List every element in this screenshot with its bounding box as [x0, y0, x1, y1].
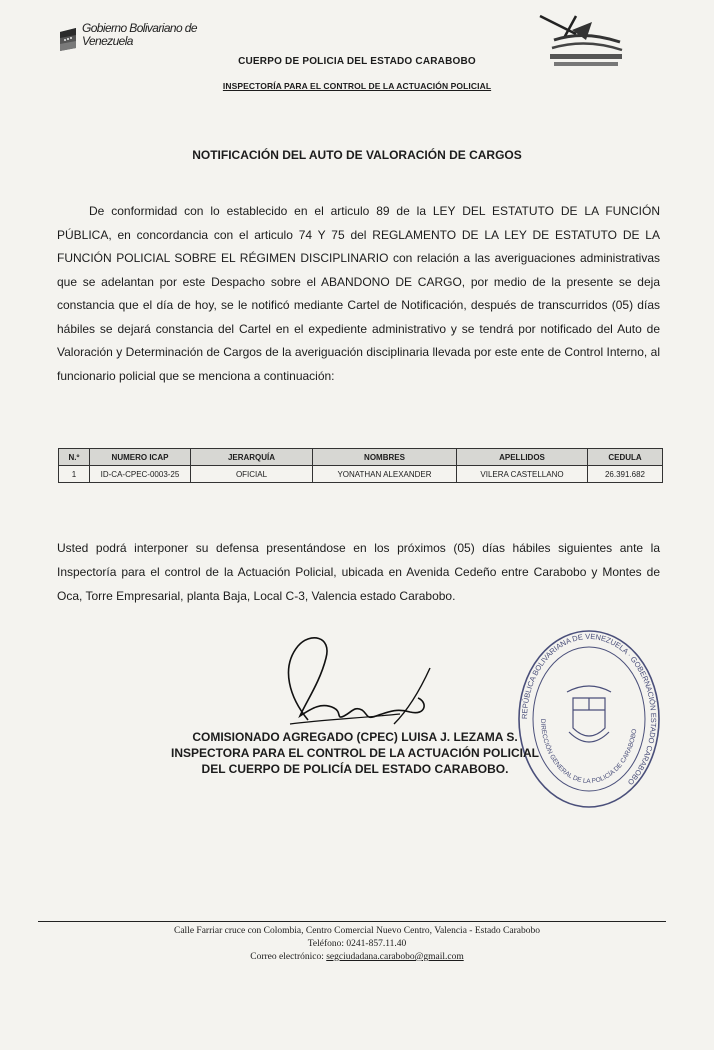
body-paragraph: De conformidad con lo establecido en el articulo 89 de la LEY DEL ESTATUTO DE LA FUNCIÓN PÚBLICA, en concordancia con el articulo 74 Y 75 del REGLAMENTO DE LA LEY DE ESTATUTO DE LA FUNCIÓN POLICIAL SOBRE EL RÉGIMEN DISCIPLINARIO con relación a las averiguaciones administrativas que se adelantan por este Despacho sobre el ABANDONO DE CARGO, por medio de la presente se deja constancia que el día de hoy, se le notificó mediante Cartel de Notificación, después de transcurridos (05) días hábiles se dejará constancia del Cartel en el expediente administrativo y se tendrá por notificado del Auto de Valoración y Determinación de Cargos de la averiguación disciplinaria llevada por este ente de Control Interno, al funcionario policial que se menciona a continuación: [57, 204, 660, 383]
footer-address: Calle Farriar cruce con Colombia, Centro Comercial Nuevo Centro, Valencia - Estado Carabobo [174, 926, 540, 936]
government-logo-text: Gobierno Bolivariano de Venezuela [82, 21, 197, 48]
department-name: INSPECTORÍA PARA EL CONTROL DE LA ACTUACIÓN POLICIAL [222, 81, 492, 91]
cell-surnames: VILERA CASTELLANO [457, 466, 588, 483]
government-logo [58, 22, 198, 58]
cell-id: 26.391.682 [588, 466, 663, 483]
flag-icon [58, 26, 78, 52]
signer-position: INSPECTORA PARA EL CONTROL DE LA ACTUACIÓN POLICIAL [170, 746, 539, 760]
defense-paragraph: Usted podrá interponer su defensa presentándose en los próximos (05) días hábiles siguientes ante la Inspectoría para el control de la Actuación Policial, ubicada en Avenida Cedeño entre Carabobo y Montes de Oca, Torre Empresarial, planta Baja, Local C-3, Valencia estado Carabobo. [57, 541, 660, 603]
footer-email-link[interactable]: segciudadana.carabobo@gmail.com [326, 952, 464, 962]
header-icap: NUMERO ICAP [90, 449, 191, 466]
footer [0, 925, 714, 964]
signature-block [110, 729, 600, 777]
signer-institution: DEL CUERPO DE POLICÍA DEL ESTADO CARABOBO. [201, 762, 509, 776]
signer-name: COMISIONADO AGREGADO (CPEC) LUISA J. LEZAMA S. [192, 730, 518, 744]
footer-phone: Teléfono: 0241-857.11.40 [307, 939, 407, 949]
footer-email-line [0, 951, 714, 964]
officer-table [58, 448, 663, 483]
stamp-inner-text: DIRECCIÓN GENERAL DE LA POLICÍA DE CARABOBO [538, 718, 639, 786]
cell-icap: ID-CA-CPEC-0003-25 [90, 466, 191, 483]
handwritten-signature [250, 628, 450, 728]
header-number: N.º [59, 449, 90, 466]
header-names: NOMBRES [313, 449, 457, 466]
cell-number: 1 [59, 466, 90, 483]
table-header-row [59, 449, 663, 466]
header-surnames: APELLIDOS [457, 449, 588, 466]
document-title: NOTIFICACIÓN DEL AUTO DE VALORACIÓN DE CARGOS [192, 148, 522, 162]
table-row [59, 466, 663, 483]
footer-divider [38, 921, 666, 922]
header-rank: JERARQUÍA [191, 449, 313, 466]
cell-rank: OFICIAL [191, 466, 313, 483]
footer-email-label: Correo electrónico: [250, 952, 324, 962]
institution-name: CUERPO DE POLICIA DEL ESTADO CARABOBO [238, 56, 476, 67]
header-id: CEDULA [588, 449, 663, 466]
stamp-outer-text: REPÚBLICA BOLIVARIANA DE VENEZUELA · GOBERNACIÓN ESTADO CARABOBO [519, 631, 659, 787]
cell-names: YONATHAN ALEXANDER [313, 466, 457, 483]
official-stamp [515, 628, 663, 810]
